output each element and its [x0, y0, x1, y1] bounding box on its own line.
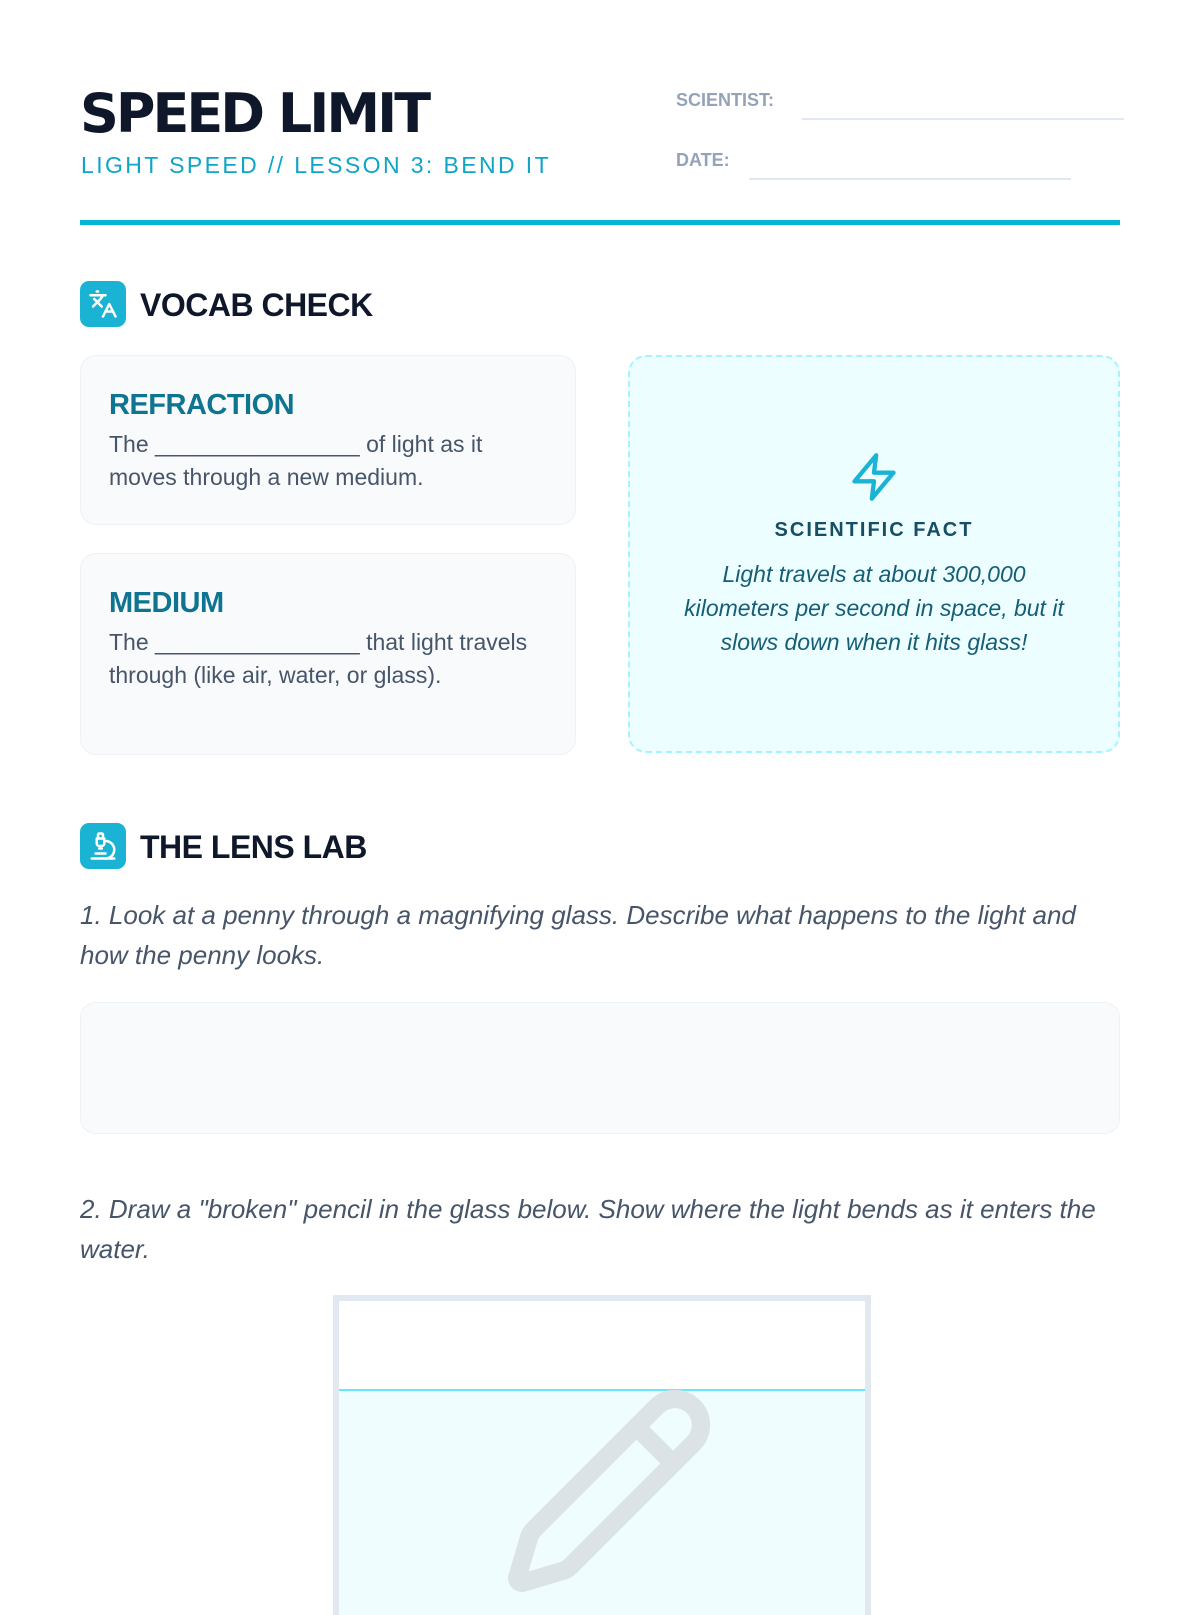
page-title: SPEED LIMIT	[80, 82, 429, 145]
date-label: DATE:	[676, 150, 730, 170]
vocab-card-refraction	[80, 355, 576, 525]
page-subtitle: LIGHT SPEED // LESSON 3: BEND IT	[81, 152, 552, 178]
fact-label: SCIENTIFIC FACT	[774, 519, 974, 541]
lab-section-title: THE LENS LAB	[140, 829, 367, 865]
fact-text: Light travels at about 300,000 kilometers per second in space, but it slows down when it hits glass!	[684, 561, 1064, 655]
pencil-icon	[499, 1381, 719, 1606]
scientist-field[interactable]	[802, 118, 1124, 120]
vocab-term: MEDIUM	[109, 587, 224, 619]
vocab-definition: The ________________ that light travels through (like air, water, or glass).	[109, 629, 528, 688]
vocab-definition: The ________________ of light as it moves through a new medium.	[109, 431, 483, 490]
answer-box-1[interactable]	[80, 1002, 1120, 1134]
date-field[interactable]	[749, 178, 1071, 180]
microscope-icon	[80, 823, 126, 869]
vocab-section-title: VOCAB CHECK	[140, 287, 373, 323]
vocab-term: REFRACTION	[109, 389, 295, 421]
vocab-card-medium	[80, 553, 576, 755]
lightning-icon	[630, 451, 1118, 503]
scientific-fact-box	[628, 355, 1120, 753]
drawing-glass[interactable]	[333, 1295, 871, 1615]
header-divider	[80, 220, 1120, 225]
scientist-label: SCIENTIST:	[676, 90, 775, 110]
question-2: 2. Draw a "broken" pencil in the glass below. Show where the light bends as it enters the water.	[80, 1194, 1096, 1264]
translate-icon	[80, 281, 126, 327]
question-1: 1. Look at a penny through a magnifying glass. Describe what happens to the light and how the penny looks.	[80, 900, 1076, 970]
